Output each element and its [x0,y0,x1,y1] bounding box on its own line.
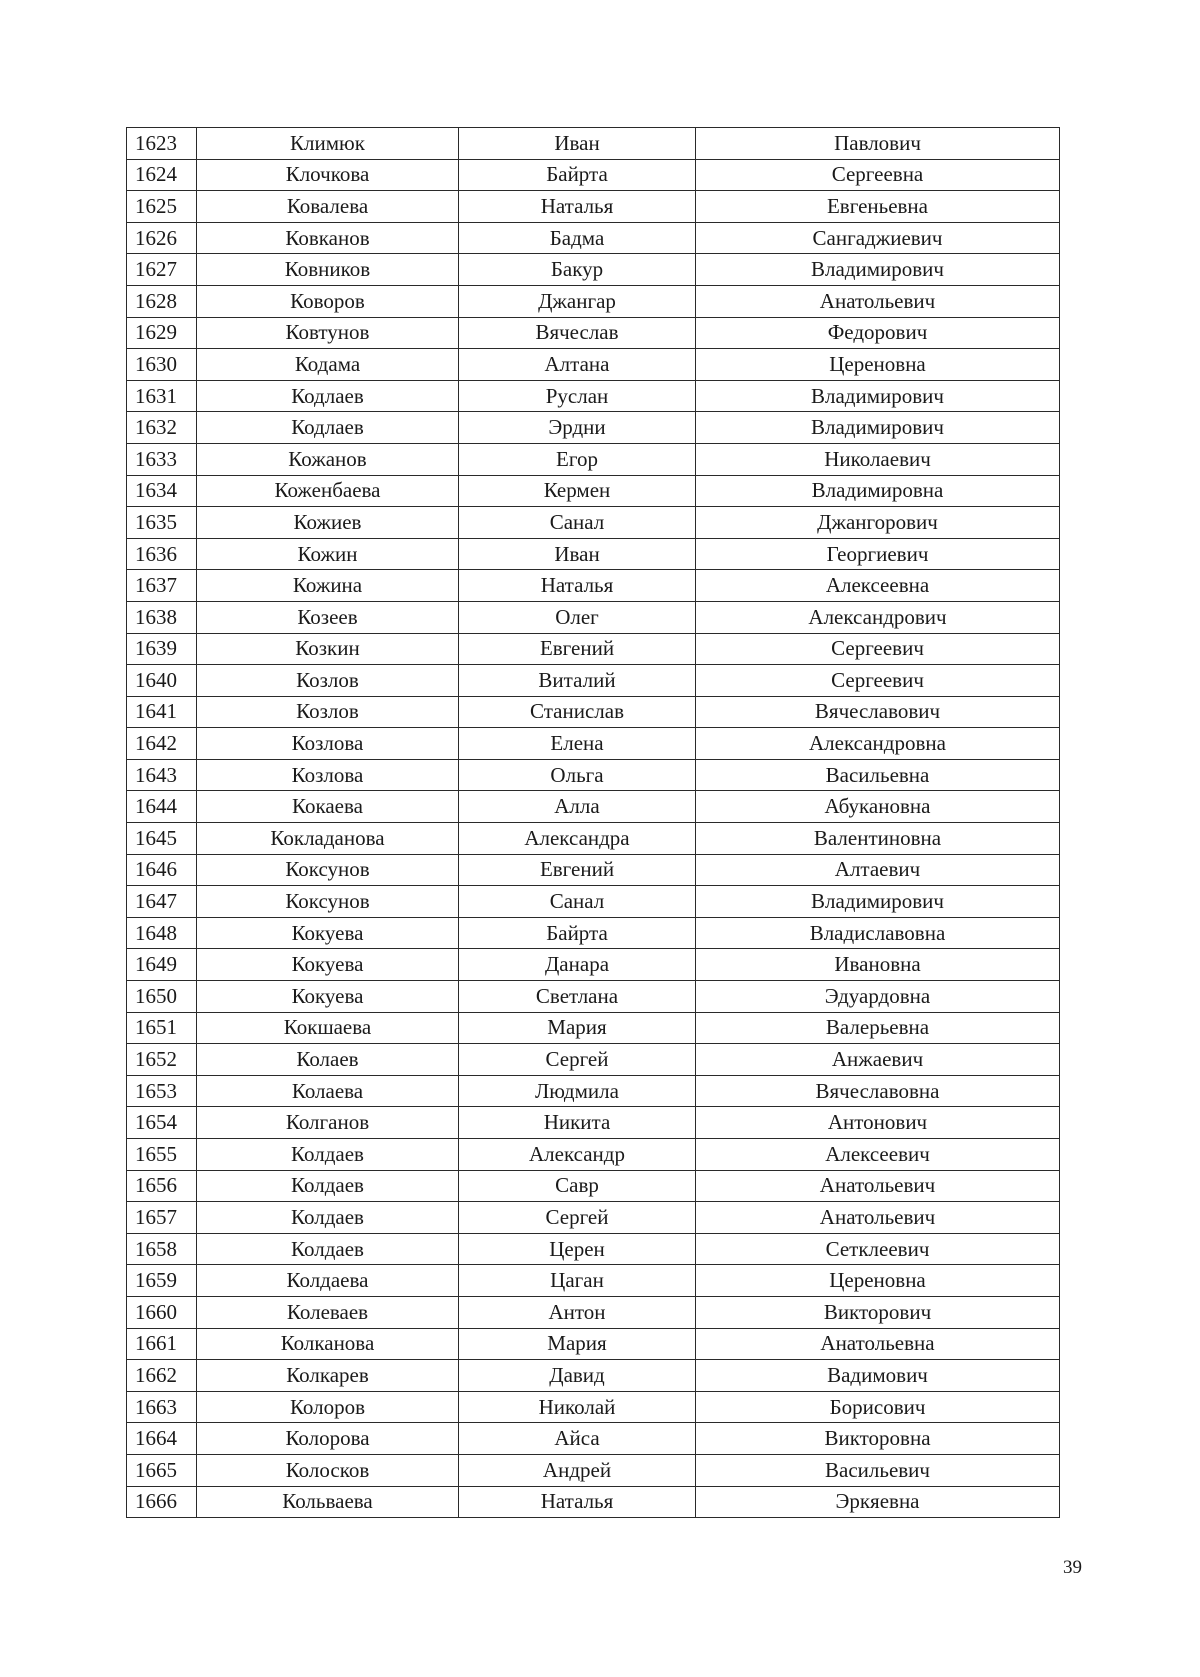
table-row [127,601,1060,633]
table-row [127,949,1060,981]
patronymic-cell: Вадимович [696,1360,1060,1392]
last-name-cell: Колдаева [197,1265,459,1297]
table-row [127,886,1060,918]
first-name-cell: Байрта [459,917,696,949]
table-row [127,696,1060,728]
last-name-cell: Козлова [197,759,459,791]
table-row [127,1423,1060,1455]
first-name-cell: Сергей [459,1202,696,1234]
last-name-cell: Кожанов [197,443,459,475]
row-number-cell: 1658 [127,1233,197,1265]
patronymic-cell: Сангаджиевич [696,222,1060,254]
table-row [127,1139,1060,1171]
last-name-cell: Клочкова [197,159,459,191]
last-name-cell: Кольваева [197,1486,459,1518]
last-name-cell: Кокшаева [197,1012,459,1044]
last-name-cell: Ковканов [197,222,459,254]
patronymic-cell: Абукановна [696,791,1060,823]
first-name-cell: Алтана [459,349,696,381]
row-number-cell: 1629 [127,317,197,349]
table-row [127,1044,1060,1076]
patronymic-cell: Александрович [696,601,1060,633]
patronymic-cell: Анатольевич [696,285,1060,317]
first-name-cell: Джангар [459,285,696,317]
first-name-cell: Мария [459,1012,696,1044]
patronymic-cell: Эдуардовна [696,981,1060,1013]
first-name-cell: Наталья [459,570,696,602]
patronymic-cell: Борисович [696,1391,1060,1423]
first-name-cell: Кермен [459,475,696,507]
names-table-body [127,128,1060,1518]
row-number-cell: 1641 [127,696,197,728]
last-name-cell: Кокуева [197,917,459,949]
row-number-cell: 1663 [127,1391,197,1423]
page-number: 39 [1063,1557,1082,1578]
table-row [127,823,1060,855]
last-name-cell: Кожина [197,570,459,602]
patronymic-cell: Георгиевич [696,538,1060,570]
row-number-cell: 1638 [127,601,197,633]
patronymic-cell: Викторовна [696,1423,1060,1455]
first-name-cell: Андрей [459,1454,696,1486]
table-row [127,222,1060,254]
first-name-cell: Александра [459,823,696,855]
first-name-cell: Алла [459,791,696,823]
patronymic-cell: Владимирович [696,254,1060,286]
table-row [127,412,1060,444]
row-number-cell: 1646 [127,854,197,886]
table-row [127,633,1060,665]
first-name-cell: Давид [459,1360,696,1392]
row-number-cell: 1654 [127,1107,197,1139]
first-name-cell: Виталий [459,665,696,697]
patronymic-cell: Алексеевич [696,1139,1060,1171]
last-name-cell: Кокаева [197,791,459,823]
row-number-cell: 1639 [127,633,197,665]
row-number-cell: 1636 [127,538,197,570]
table-row [127,254,1060,286]
table-row [127,285,1060,317]
row-number-cell: 1660 [127,1296,197,1328]
last-name-cell: Коксунов [197,886,459,918]
last-name-cell: Ковников [197,254,459,286]
row-number-cell: 1650 [127,981,197,1013]
last-name-cell: Колганов [197,1107,459,1139]
first-name-cell: Байрта [459,159,696,191]
row-number-cell: 1630 [127,349,197,381]
patronymic-cell: Валентиновна [696,823,1060,855]
patronymic-cell: Владимировна [696,475,1060,507]
table-row [127,1296,1060,1328]
row-number-cell: 1628 [127,285,197,317]
first-name-cell: Станислав [459,696,696,728]
row-number-cell: 1652 [127,1044,197,1076]
last-name-cell: Кожин [197,538,459,570]
patronymic-cell: Васильевна [696,759,1060,791]
row-number-cell: 1623 [127,128,197,160]
first-name-cell: Санал [459,886,696,918]
last-name-cell: Колаев [197,1044,459,1076]
last-name-cell: Ковтунов [197,317,459,349]
patronymic-cell: Федорович [696,317,1060,349]
first-name-cell: Наталья [459,191,696,223]
table-row [127,475,1060,507]
patronymic-cell: Владимирович [696,412,1060,444]
last-name-cell: Колдаев [197,1170,459,1202]
table-row [127,1391,1060,1423]
patronymic-cell: Ивановна [696,949,1060,981]
table-row [127,317,1060,349]
patronymic-cell: Цереновна [696,349,1060,381]
last-name-cell: Колдаев [197,1139,459,1171]
first-name-cell: Светлана [459,981,696,1013]
patronymic-cell: Анатольевич [696,1170,1060,1202]
last-name-cell: Колоров [197,1391,459,1423]
table-row [127,1486,1060,1518]
first-name-cell: Санал [459,507,696,539]
first-name-cell: Никита [459,1107,696,1139]
row-number-cell: 1649 [127,949,197,981]
table-row [127,759,1060,791]
table-row [127,159,1060,191]
last-name-cell: Климюк [197,128,459,160]
last-name-cell: Козлов [197,665,459,697]
table-row [127,191,1060,223]
first-name-cell: Сергей [459,1044,696,1076]
patronymic-cell: Александровна [696,728,1060,760]
patronymic-cell: Вячеславовна [696,1075,1060,1107]
table-row [127,443,1060,475]
row-number-cell: 1661 [127,1328,197,1360]
first-name-cell: Иван [459,128,696,160]
last-name-cell: Ковалева [197,191,459,223]
first-name-cell: Данара [459,949,696,981]
patronymic-cell: Владиславовна [696,917,1060,949]
patronymic-cell: Валерьевна [696,1012,1060,1044]
table-row [127,538,1060,570]
row-number-cell: 1635 [127,507,197,539]
row-number-cell: 1642 [127,728,197,760]
table-row [127,728,1060,760]
last-name-cell: Колорова [197,1423,459,1455]
table-row [127,1233,1060,1265]
patronymic-cell: Николаевич [696,443,1060,475]
last-name-cell: Колканова [197,1328,459,1360]
row-number-cell: 1647 [127,886,197,918]
table-row [127,1107,1060,1139]
table-row [127,128,1060,160]
row-number-cell: 1643 [127,759,197,791]
row-number-cell: 1659 [127,1265,197,1297]
table-row [127,507,1060,539]
last-name-cell: Кокуева [197,981,459,1013]
table-row [127,981,1060,1013]
table-row [127,1265,1060,1297]
table-row [127,1454,1060,1486]
table-row [127,1202,1060,1234]
row-number-cell: 1627 [127,254,197,286]
first-name-cell: Олег [459,601,696,633]
patronymic-cell: Владимирович [696,380,1060,412]
row-number-cell: 1632 [127,412,197,444]
last-name-cell: Козеев [197,601,459,633]
first-name-cell: Айса [459,1423,696,1455]
last-name-cell: Кодлаев [197,412,459,444]
last-name-cell: Козлов [197,696,459,728]
table-row [127,791,1060,823]
last-name-cell: Козкин [197,633,459,665]
last-name-cell: Кожиев [197,507,459,539]
names-table [126,127,1060,1518]
patronymic-cell: Сергеевич [696,633,1060,665]
patronymic-cell: Сергеевич [696,665,1060,697]
last-name-cell: Колдаев [197,1202,459,1234]
first-name-cell: Церен [459,1233,696,1265]
table-row [127,1075,1060,1107]
first-name-cell: Цаган [459,1265,696,1297]
first-name-cell: Наталья [459,1486,696,1518]
last-name-cell: Колкарев [197,1360,459,1392]
first-name-cell: Евгений [459,854,696,886]
table-row [127,1170,1060,1202]
patronymic-cell: Джангорович [696,507,1060,539]
first-name-cell: Николай [459,1391,696,1423]
patronymic-cell: Эркяевна [696,1486,1060,1518]
table-row [127,917,1060,949]
first-name-cell: Елена [459,728,696,760]
row-number-cell: 1640 [127,665,197,697]
patronymic-cell: Вячеславович [696,696,1060,728]
first-name-cell: Вячеслав [459,317,696,349]
row-number-cell: 1655 [127,1139,197,1171]
table-row [127,1360,1060,1392]
patronymic-cell: Анжаевич [696,1044,1060,1076]
row-number-cell: 1665 [127,1454,197,1486]
last-name-cell: Кодама [197,349,459,381]
row-number-cell: 1666 [127,1486,197,1518]
last-name-cell: Колосков [197,1454,459,1486]
last-name-cell: Коворов [197,285,459,317]
row-number-cell: 1648 [127,917,197,949]
last-name-cell: Коженбаева [197,475,459,507]
first-name-cell: Савр [459,1170,696,1202]
last-name-cell: Козлова [197,728,459,760]
row-number-cell: 1634 [127,475,197,507]
patronymic-cell: Павлович [696,128,1060,160]
patronymic-cell: Анатольевич [696,1202,1060,1234]
last-name-cell: Кодлаев [197,380,459,412]
patronymic-cell: Сергеевна [696,159,1060,191]
patronymic-cell: Алтаевич [696,854,1060,886]
first-name-cell: Эрдни [459,412,696,444]
table-row [127,854,1060,886]
table-row [127,1012,1060,1044]
first-name-cell: Иван [459,538,696,570]
last-name-cell: Кокуева [197,949,459,981]
row-number-cell: 1631 [127,380,197,412]
row-number-cell: 1657 [127,1202,197,1234]
first-name-cell: Мария [459,1328,696,1360]
patronymic-cell: Владимирович [696,886,1060,918]
row-number-cell: 1656 [127,1170,197,1202]
last-name-cell: Колаева [197,1075,459,1107]
patronymic-cell: Викторович [696,1296,1060,1328]
first-name-cell: Бадма [459,222,696,254]
table-row [127,1328,1060,1360]
first-name-cell: Александр [459,1139,696,1171]
last-name-cell: Колеваев [197,1296,459,1328]
first-name-cell: Евгений [459,633,696,665]
row-number-cell: 1645 [127,823,197,855]
row-number-cell: 1644 [127,791,197,823]
first-name-cell: Егор [459,443,696,475]
table-row [127,349,1060,381]
row-number-cell: 1662 [127,1360,197,1392]
first-name-cell: Бакур [459,254,696,286]
last-name-cell: Колдаев [197,1233,459,1265]
row-number-cell: 1653 [127,1075,197,1107]
row-number-cell: 1624 [127,159,197,191]
patronymic-cell: Сетклеевич [696,1233,1060,1265]
first-name-cell: Ольга [459,759,696,791]
first-name-cell: Руслан [459,380,696,412]
last-name-cell: Коксунов [197,854,459,886]
first-name-cell: Людмила [459,1075,696,1107]
table-row [127,570,1060,602]
row-number-cell: 1651 [127,1012,197,1044]
table-row [127,380,1060,412]
row-number-cell: 1625 [127,191,197,223]
row-number-cell: 1637 [127,570,197,602]
patronymic-cell: Евгеньевна [696,191,1060,223]
row-number-cell: 1633 [127,443,197,475]
patronymic-cell: Цереновна [696,1265,1060,1297]
first-name-cell: Антон [459,1296,696,1328]
patronymic-cell: Анатольевна [696,1328,1060,1360]
patronymic-cell: Антонович [696,1107,1060,1139]
patronymic-cell: Алексеевна [696,570,1060,602]
row-number-cell: 1664 [127,1423,197,1455]
table-row [127,665,1060,697]
last-name-cell: Кокладанова [197,823,459,855]
patronymic-cell: Васильевич [696,1454,1060,1486]
row-number-cell: 1626 [127,222,197,254]
